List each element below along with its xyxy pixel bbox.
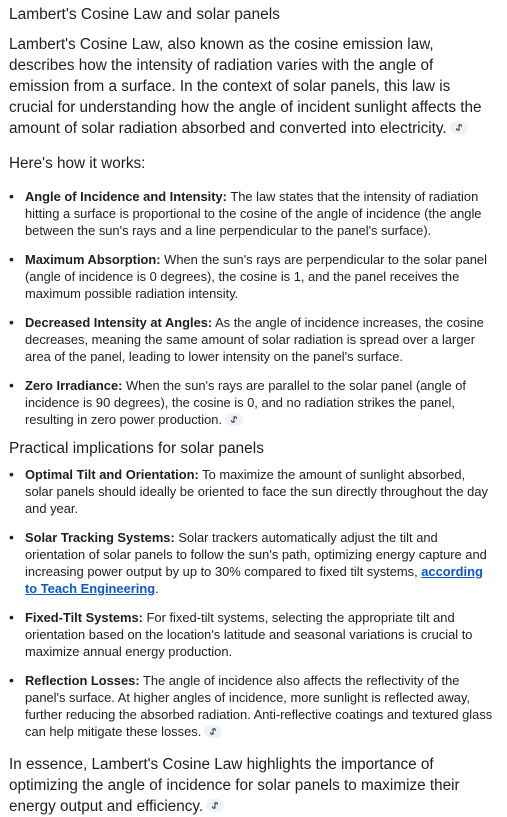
list-item bbox=[9, 466, 495, 517]
list-item-term: Reflection Losses: bbox=[25, 673, 140, 688]
citation-link-icon[interactable] bbox=[206, 799, 224, 812]
list-item-term: Solar Tracking Systems: bbox=[25, 530, 175, 545]
list-item bbox=[9, 377, 495, 428]
section-title: Lambert's Cosine Law and solar panels bbox=[9, 6, 280, 23]
list-item-text: For fixed-tilt systems, selecting the appropriate tilt and orientation based on the location's latitude and seasonal variations is crucial to maximize annual energy production. bbox=[25, 610, 473, 659]
list-item-text: As the angle of incidence increases, the cosine decreases, meaning the same amount of solar radiation is spread over a larger area of the panel, leading to lower intensity on the panel's surface. bbox=[25, 315, 484, 364]
list-item-term: Decreased Intensity at Angles: bbox=[25, 315, 213, 330]
list-item-text: When the sun's rays are parallel to the solar panel (angle of incidence is 90 degrees), the cosine is 0, and no radiation strikes the panel, resulting in zero power production. bbox=[25, 378, 466, 427]
list-item-text: The angle of incidence also affects the reflectivity of the panel's surface. At higher angles of incidence, more sunlight is reflected away, further reducing the absorbed radiation. Anti-reflective coatings and textured glass can help mitigate these losses. bbox=[25, 673, 493, 739]
list-item bbox=[9, 251, 495, 302]
list-item bbox=[9, 609, 495, 660]
conclusion-text: In essence, Lambert's Cosine Law highlights the importance of optimizing the angle of incidence for solar panels to maximize their energy output and efficiency. bbox=[9, 756, 460, 815]
section-title-implications: Practical implications for solar panels bbox=[9, 440, 264, 457]
intro-text: Lambert's Cosine Law, also known as the cosine emission law, describes how the intensity of radiation varies with the angle of emission from a surface. In the context of solar panels, this law is crucial for understanding how the angle of incident sunlight affects the amount of solar radiation absorbed and converted into electricity. bbox=[9, 36, 482, 137]
list-item bbox=[9, 672, 495, 740]
citation-link-icon[interactable] bbox=[450, 121, 468, 134]
citation-link-icon[interactable] bbox=[204, 725, 222, 738]
list-item-term: Fixed-Tilt Systems: bbox=[25, 610, 143, 625]
principles-list bbox=[9, 188, 495, 428]
list-item-term: Maximum Absorption: bbox=[25, 252, 161, 267]
conclusion-paragraph bbox=[9, 754, 495, 817]
list-item bbox=[9, 314, 495, 365]
how-it-works-label: Here's how it works: bbox=[9, 155, 146, 172]
list-item bbox=[9, 188, 495, 239]
list-item bbox=[9, 529, 495, 597]
list-item-term: Optimal Tilt and Orientation: bbox=[25, 467, 199, 482]
list-item-text: The law states that the intensity of radiation hitting a surface is proportional to the cosine of the angle of incidence (the angle between the sun's rays and a line perpendicular to the panel's surface). bbox=[25, 189, 482, 238]
list-item-term: Angle of Incidence and Intensity: bbox=[25, 189, 227, 204]
citation-link-icon[interactable] bbox=[225, 413, 243, 426]
list-item-term: Zero Irradiance: bbox=[25, 378, 123, 393]
list-item-text: Solar trackers automatically adjust the tilt and orientation of solar panels to follow the sun's path, optimizing energy capture and increasing power output by up to 30% compared to fixed tilt systems, bbox=[25, 530, 487, 579]
list-item-text-end: . bbox=[155, 581, 159, 596]
list-item-text: When the sun's rays are perpendicular to the solar panel (angle of incidence is 0 degrees), the cosine is 1, and the panel receives the maximum possible radiation intensity. bbox=[25, 252, 487, 301]
intro-paragraph bbox=[9, 34, 495, 139]
source-link[interactable]: according to Teach Engineering bbox=[25, 564, 483, 596]
implications-list bbox=[9, 466, 495, 740]
list-item-text: To maximize the amount of sunlight absorbed, solar panels should ideally be oriented to face the sun directly throughout the day and year. bbox=[25, 467, 488, 516]
